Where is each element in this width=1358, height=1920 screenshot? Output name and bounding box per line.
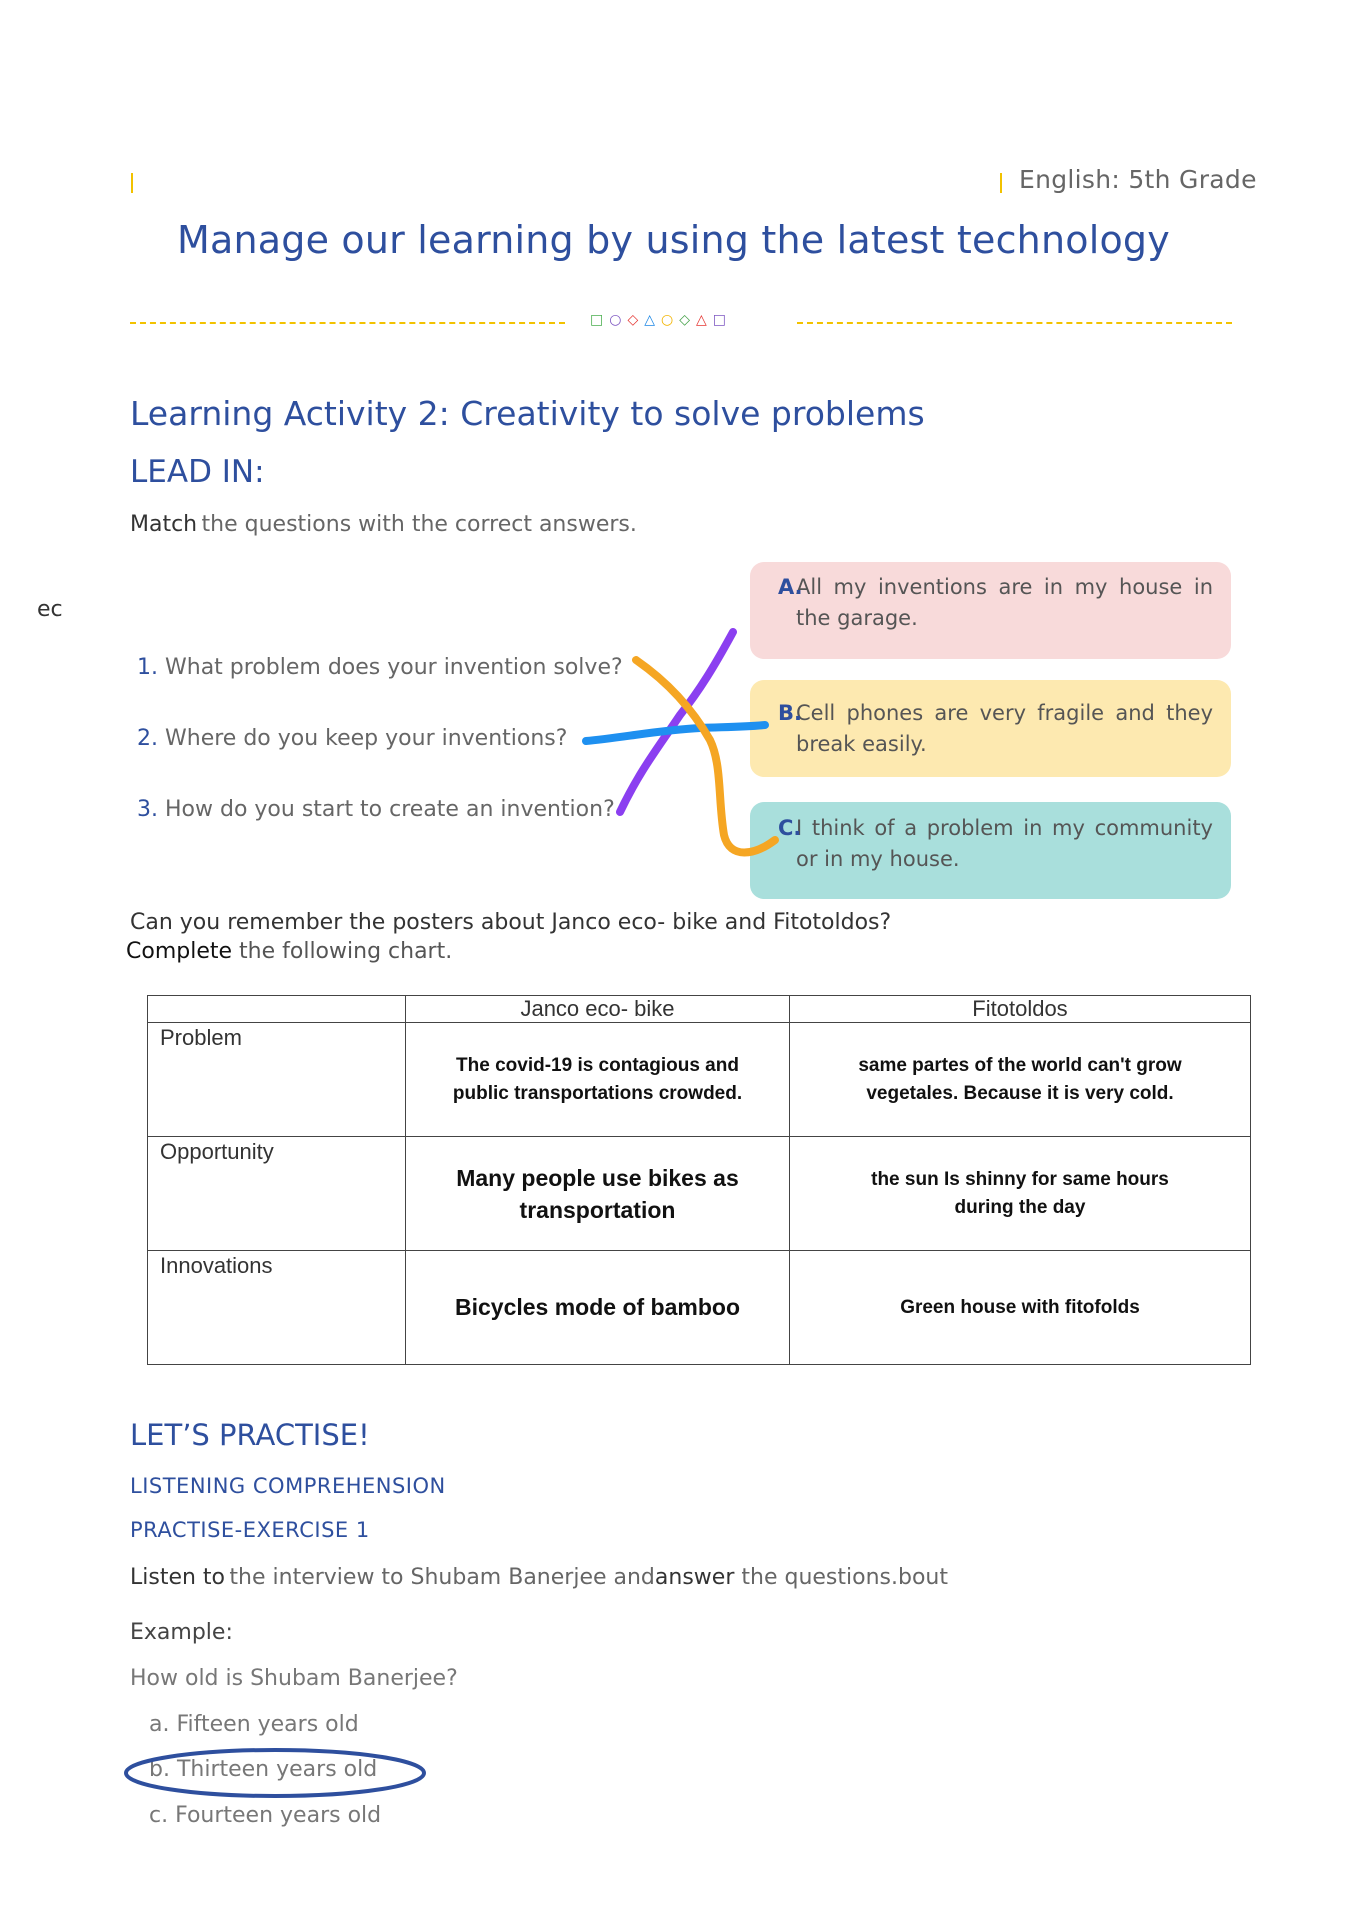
option-b: b. Thirteen years old — [149, 1757, 378, 1782]
complete-rest: the following chart. — [239, 939, 453, 964]
answer-letter: B. — [778, 701, 802, 725]
question-text: How do you start to create an invention? — [165, 797, 615, 822]
row-label: Opportunity — [148, 1137, 406, 1251]
poster-chart-table — [147, 995, 1251, 1365]
question-text: Where do you keep your inventions? — [165, 726, 568, 751]
complete-bold: Complete — [126, 939, 233, 964]
table-row — [148, 1251, 1251, 1365]
instruction-rest: the questions with the correct answers. — [201, 512, 637, 537]
exercise-subheading: PRACTISE-EXERCISE 1 — [130, 1518, 370, 1542]
answer-bold: answer — [654, 1565, 735, 1590]
table-header-row — [148, 996, 1251, 1023]
cell-fito — [790, 1251, 1251, 1365]
answer-letter: A. — [778, 575, 803, 599]
example-label: Example: — [130, 1620, 233, 1645]
divider-shape-icon: △ — [644, 312, 662, 328]
grade-label: English: 5th Grade — [1019, 165, 1257, 194]
divider-shape-icon: ◇ — [679, 312, 697, 328]
lead-in-heading: LEAD IN: — [130, 454, 265, 490]
question-number: 3. — [137, 797, 158, 822]
activity-title: Learning Activity 2: Creativity to solve problems — [130, 394, 925, 433]
table-header-janco: Janco eco- bike — [406, 996, 790, 1023]
answer-text: All my inventions are in my house in the garage. — [796, 575, 1213, 630]
cell-text: Many people use bikes as transportation — [456, 1164, 739, 1223]
question-text: What problem does your invention solve? — [165, 655, 623, 680]
cell-text: Green house with fitofolds — [900, 1296, 1140, 1318]
match-line-orange — [636, 660, 775, 853]
row-label: Problem — [148, 1023, 406, 1137]
cell-text: the sun Is shinny for same hours during the day — [871, 1168, 1169, 1218]
cell-text: The covid-19 is contagious and public transportations crowded. — [452, 1054, 743, 1104]
row-label: Innovations — [148, 1251, 406, 1365]
listening-subheading: LISTENING COMPREHENSION — [130, 1474, 446, 1498]
listen-instruction — [130, 1565, 948, 1590]
cell-fito — [790, 1137, 1251, 1251]
practise-heading: LET’S PRACTISE! — [130, 1418, 370, 1452]
divider-shape-icon: ○ — [609, 312, 628, 328]
cell-janco — [406, 1251, 790, 1365]
table-header-empty — [148, 996, 406, 1023]
cell-janco — [406, 1023, 790, 1137]
table-row — [148, 1137, 1251, 1251]
instruction-bold: Match — [130, 512, 198, 537]
match-line-blue — [586, 725, 765, 741]
answer-circle — [120, 1745, 430, 1801]
answer-letter: C. — [778, 816, 802, 840]
divider-shape-icon: □ — [590, 312, 610, 328]
cell-text: same partes of the world can't grow vegetales. Because it is very cold. — [858, 1054, 1182, 1104]
question-number: 2. — [137, 726, 158, 751]
listen-end: the questions.bout — [741, 1565, 948, 1590]
complete-instruction — [126, 939, 452, 964]
listen-bold: Listen to — [130, 1565, 226, 1590]
divider-shape-icon: △ — [696, 312, 713, 328]
cell-text: Bicycles mode of bamboo — [454, 1294, 740, 1320]
divider-shape-icon: ○ — [661, 312, 680, 328]
cell-fito — [790, 1023, 1251, 1137]
option-c: c. Fourteen years old — [149, 1803, 382, 1828]
listen-mid: the interview to Shubam Banerjee and — [229, 1565, 655, 1590]
page-title: Manage our learning by using the latest technology — [177, 218, 1170, 262]
question-number: 1. — [137, 655, 158, 680]
table-row — [148, 1023, 1251, 1137]
answer-text: Cell phones are very fragile and they break easily. — [796, 701, 1213, 756]
divider-shape-icon: ◇ — [627, 312, 645, 328]
option-a: a. Fifteen years old — [149, 1712, 359, 1737]
divider-shape-icon: □ — [712, 312, 733, 328]
example-question: How old is Shubam Banerjee? — [130, 1666, 458, 1691]
answer-text: I think of a problem in my community or in my house. — [796, 816, 1213, 871]
table-header-fito: Fitotoldos — [790, 996, 1251, 1023]
cell-janco — [406, 1137, 790, 1251]
margin-note: ec — [37, 597, 63, 622]
posters-question: Can you remember the posters about Janco eco- bike and Fitotoldos? — [130, 910, 892, 935]
